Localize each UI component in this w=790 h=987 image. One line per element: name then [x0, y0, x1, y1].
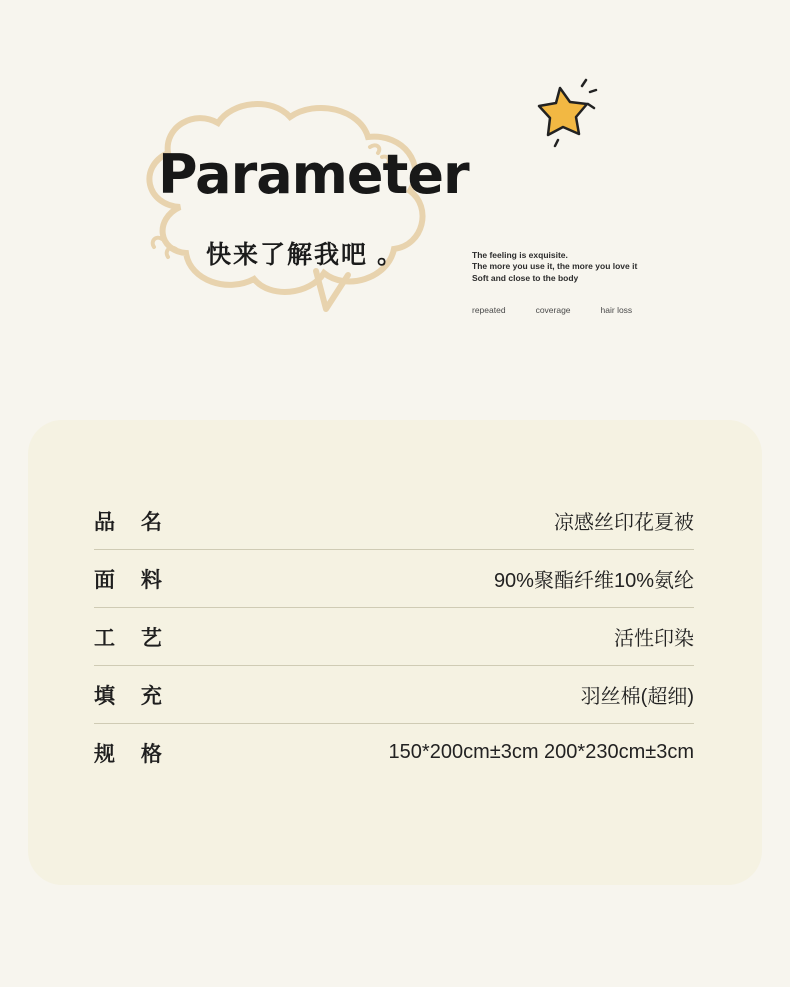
- page-title: Parameter: [158, 143, 469, 206]
- spec-label-size: 规 格: [94, 742, 172, 766]
- hero-section: [0, 0, 790, 400]
- speech-cloud-icon: [120, 95, 450, 325]
- english-line-1: The feeling is exquisite.: [472, 250, 568, 260]
- specification-card: [28, 420, 762, 885]
- spec-label-product-name: 品 名: [94, 510, 172, 534]
- spec-label-fabric: 面 料: [94, 568, 172, 592]
- star-icon: [530, 78, 602, 150]
- tag-coverage: coverage: [535, 305, 571, 315]
- table-row: [94, 724, 694, 781]
- page-subtitle: 快来了解我吧 。: [206, 241, 404, 269]
- specification-table: [94, 492, 694, 781]
- spec-value-craft: 活性印染: [614, 628, 694, 650]
- spec-value-fabric: 90%聚酯纤维10%氨纶: [493, 570, 694, 592]
- spec-value-size: 150*200cm±3cm 200*230cm±3cm: [388, 741, 694, 763]
- tag-hair-loss: hair loss: [600, 305, 633, 315]
- table-row: [94, 666, 694, 724]
- spec-value-product-name: 凉感丝印花夏被: [554, 512, 694, 534]
- table-row: [94, 550, 694, 608]
- english-tag-list: [472, 305, 712, 315]
- spec-label-filling: 填 充: [94, 684, 172, 708]
- english-description: [472, 250, 702, 284]
- table-row: [94, 492, 694, 550]
- english-line-3: Soft and close to the body: [472, 272, 579, 283]
- english-line-2: The more you use it, the more you love it: [472, 261, 638, 272]
- table-row: [94, 608, 694, 666]
- spec-value-filling: 羽丝棉(超细): [580, 686, 694, 708]
- tag-repeated: repeated: [472, 305, 506, 315]
- spec-label-craft: 工 艺: [94, 626, 172, 650]
